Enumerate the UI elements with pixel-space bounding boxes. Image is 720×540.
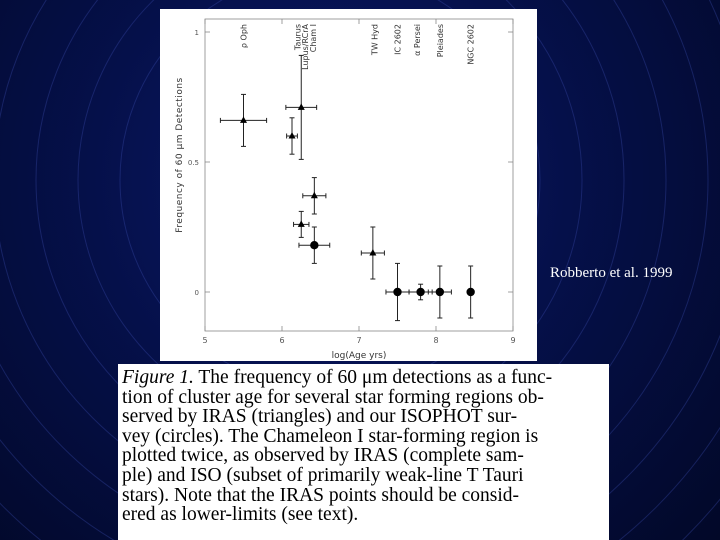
iras-point <box>303 178 326 214</box>
x-tick-label: 5 <box>202 336 208 345</box>
iras-point <box>294 211 309 237</box>
iso-point <box>428 266 451 318</box>
region-label: TW Hyd <box>370 24 380 56</box>
triangle-marker <box>240 116 247 123</box>
triangle-marker <box>369 249 376 256</box>
caption-label: Figure 1. <box>122 367 194 388</box>
circle-marker <box>393 288 401 296</box>
region-label: Cham I <box>308 24 318 53</box>
plot-frame <box>205 19 513 331</box>
citation-label: Robberto et al. 1999 <box>550 265 673 281</box>
region-label: Lupus/RCrA <box>301 24 311 70</box>
region-label: Taurus <box>293 24 303 51</box>
iras-point <box>220 94 266 146</box>
region-label: α Persei <box>412 24 422 56</box>
caption-line: vey (circles). The Chameleon I star-forming region is <box>122 425 539 447</box>
triangle-marker <box>311 192 318 199</box>
x-tick-label: 8 <box>433 336 439 345</box>
triangle-marker <box>298 220 305 227</box>
region-label: IC 2602 <box>393 24 403 55</box>
circle-marker <box>436 288 444 296</box>
caption-line: plotted twice, as observed by IRAS (complete sam- <box>122 445 524 467</box>
x-tick-label: 7 <box>356 336 362 345</box>
figure-caption <box>118 364 609 540</box>
iras-point <box>287 118 298 154</box>
region-label: NGC 2602 <box>466 24 476 65</box>
scatter-chart <box>160 9 537 361</box>
triangle-marker <box>289 132 296 139</box>
circle-marker <box>466 288 474 296</box>
caption-line: served by IRAS (triangles) and our ISOPHOT sur- <box>122 406 518 428</box>
y-tick-label: 0.5 <box>187 159 199 167</box>
caption-line: tion of cluster age for several star forming regions ob- <box>122 386 544 408</box>
y-axis-label: Frequency of 60 μm Detections <box>175 77 185 233</box>
circle-marker <box>310 241 318 249</box>
caption-line <box>118 368 609 388</box>
region-label: Pleiades <box>435 24 445 58</box>
x-axis-label: log(Age yrs) <box>331 351 387 361</box>
region-label: ρ Oph <box>239 24 249 49</box>
caption-text: The frequency of 60 μm detections as a func- <box>193 367 553 388</box>
x-tick-label: 9 <box>510 336 516 345</box>
chart-panel <box>160 9 537 361</box>
triangle-marker <box>298 103 305 110</box>
iso-point <box>386 263 409 320</box>
iras-point <box>361 227 384 279</box>
y-tick-label: 1 <box>194 29 199 37</box>
iso-point <box>466 266 474 318</box>
caption-line: stars). Note that the IRAS points should be consid- <box>122 484 519 506</box>
caption-line: ple) and ISO (subset of primarily weak-line T Tauri <box>122 464 524 486</box>
y-tick-label: 0 <box>194 289 199 297</box>
iso-point <box>299 227 330 263</box>
caption-line: ered as lower-limits (see text). <box>122 504 359 526</box>
circle-marker <box>416 288 424 296</box>
x-tick-label: 6 <box>279 336 285 345</box>
iras-point <box>286 55 317 159</box>
